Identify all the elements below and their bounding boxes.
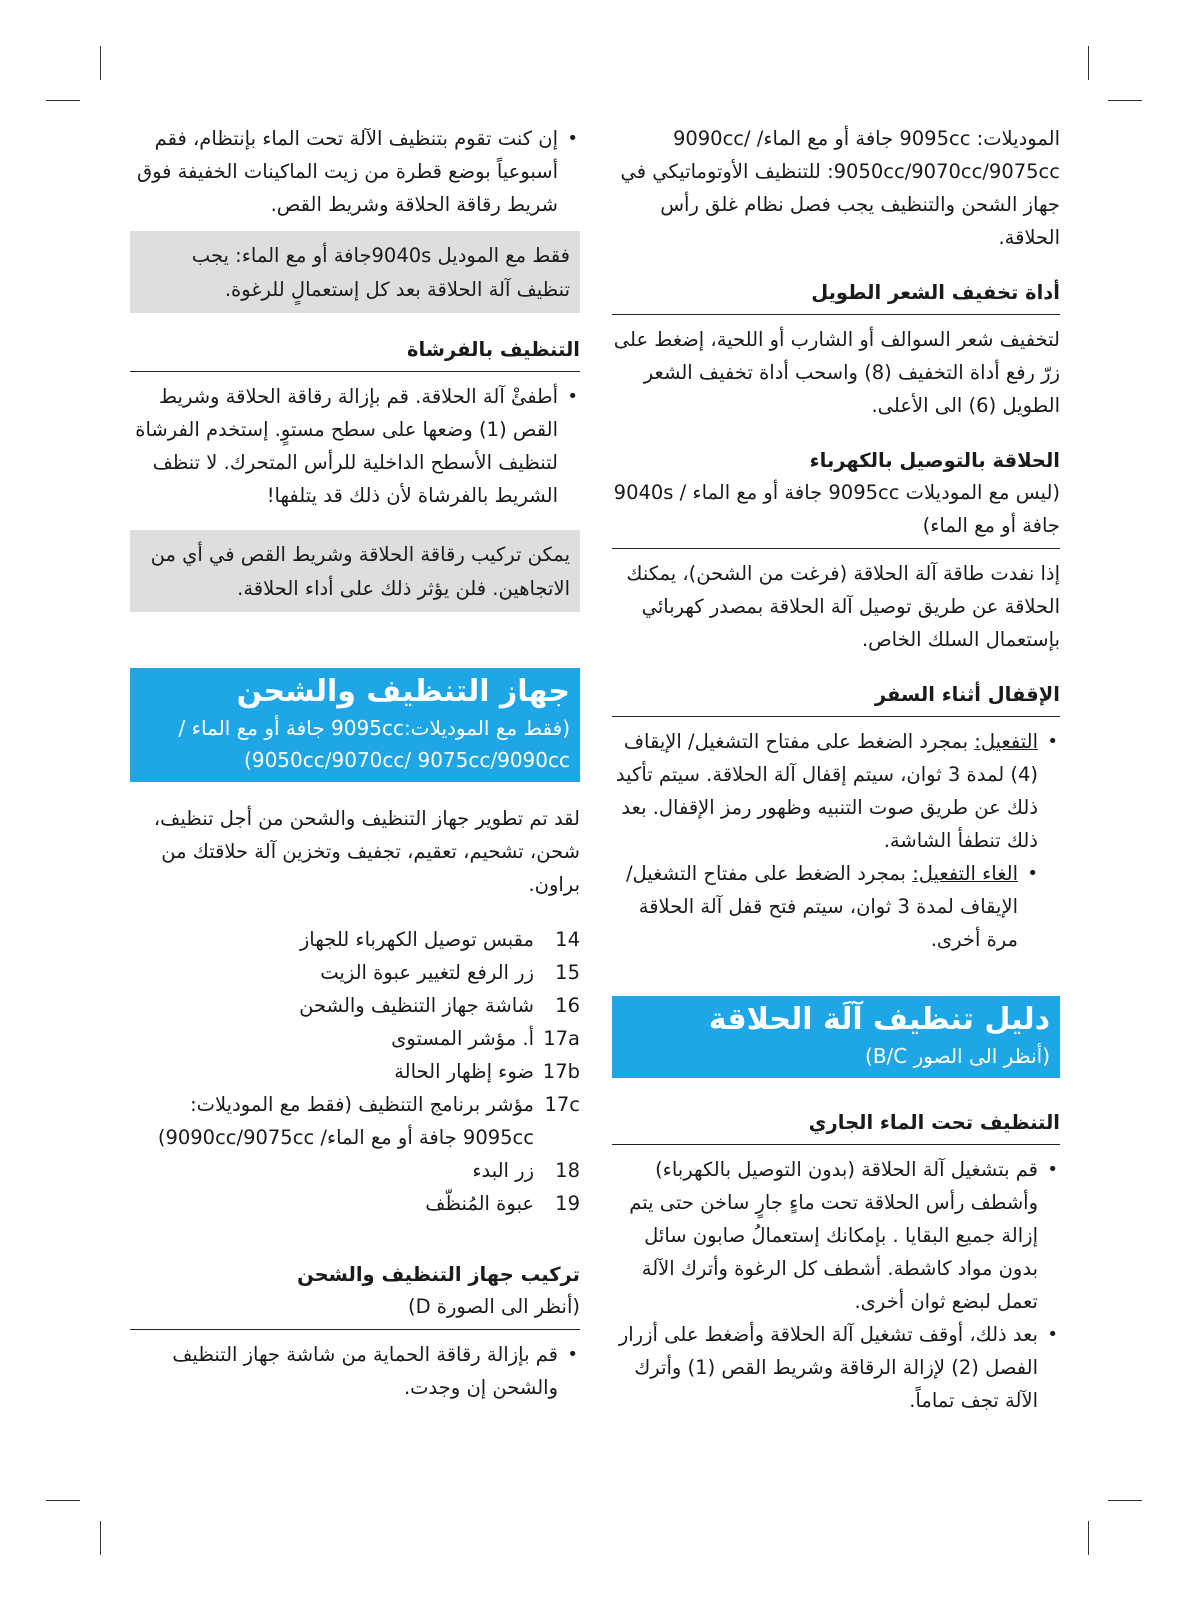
mains-section: [612, 446, 1060, 656]
divider: [612, 1144, 1060, 1145]
divider: [612, 716, 1060, 717]
crop-mark: [100, 1521, 101, 1555]
station-banner: [130, 668, 580, 782]
crop-mark: [100, 46, 101, 80]
activate-label: التفعيل:: [974, 730, 1038, 753]
running-water-title: التنظيف تحت الماء الجاري: [808, 1111, 1060, 1134]
crop-mark: [46, 100, 80, 101]
part-number: 17c: [544, 1093, 580, 1116]
models-note: الموديلات: 9095cc جافة أو مع الماء/ /9090cc 9050cc/9070cc/9075cc: للتنظيف الأوتوماتيكي في جهاز الشحن والتنظيف يجب فصل نظام غلق رأس الحلاقة.: [620, 127, 1060, 249]
running-water-section: [612, 1108, 1060, 1417]
part-number: 14: [555, 928, 580, 951]
mains-body: إذا نفدت طاقة آلة الحلاقة (فرغت من الشحن)، يمكنك الحلاقة عن طريق توصيل آلة الحلاقة بمصدر كهربائي بإستعمال السلك الخاص.: [626, 562, 1060, 651]
note-box: فقط مع الموديل 9040sجافة أو مع الماء: يجب تنظيف آلة الحلاقة بعد كل إستعمالٍ للرغوة.: [130, 231, 580, 313]
part-row: [130, 989, 580, 1022]
part-row: [130, 923, 580, 956]
part-row: [130, 1088, 580, 1154]
brush-title: التنظيف بالفرشاة: [406, 338, 580, 361]
part-number: 17a: [543, 1027, 580, 1050]
part-number: 18: [555, 1159, 580, 1182]
setup-subtitle: (أنظر الى الصورة D): [407, 1295, 580, 1318]
part-row: [130, 1022, 580, 1055]
setup-section: [130, 1260, 580, 1404]
part-label: عبوة المُنظّف: [425, 1192, 534, 1215]
part-row: [130, 1187, 580, 1220]
list-item: • بعد ذلك، أوقف تشغيل آلة الحلاقة وأضغط على أزرار الفصل (2) لإزالة الرقاقة وشريط القص (1) وأترك الآلة تجف تماماً.: [612, 1318, 1060, 1417]
mains-title: الحلاقة بالتوصيل بالكهرباء: [809, 449, 1060, 472]
list-item: [612, 857, 1060, 956]
list-item: • قم بإزالة رقاقة الحماية من شاشة جهاز التنظيف والشحن إن وجدت.: [130, 1338, 580, 1404]
crop-mark: [46, 1500, 80, 1501]
part-number: 15: [555, 961, 580, 984]
trimmer-section: [612, 278, 1060, 422]
list-item: [612, 725, 1060, 857]
part-label: مؤشر برنامج التنظيف (فقط مع الموديلات: 9095cc جافة أو مع الماء/ 9090cc/9075cc): [157, 1093, 534, 1149]
divider: [130, 371, 580, 372]
cleaning-guide-subtitle: (أنظر الى الصور B/C): [865, 1044, 1050, 1068]
crop-mark: [1108, 100, 1142, 101]
running-water-list: [612, 1153, 1060, 1417]
part-label: زر البدء: [472, 1159, 534, 1182]
setup-list: [130, 1338, 580, 1404]
part-number: 17b: [542, 1060, 580, 1083]
cleaning-guide-banner: [612, 996, 1060, 1078]
brush-section: [130, 335, 580, 512]
cleaning-guide-title: دليل تنظيف آلَة الحلاقة: [708, 1002, 1050, 1037]
deactivate-label: الغاء التفعيل:: [912, 862, 1018, 885]
note-box: يمكن تركيب رقاقة الحلاقة وشريط القص في أي من الاتجاهين. فلن يؤثر ذلك على أداء الحلاقة.: [130, 530, 580, 612]
part-row: [130, 956, 580, 989]
part-label: زر الرفع لتغيير عبوة الزيت: [320, 961, 534, 984]
divider: [612, 548, 1060, 549]
station-subtitle: (فقط مع الموديلات:9095cc جافة أو مع الماء / 9050cc/9070cc/ 9075cc/9090cc): [178, 716, 570, 772]
brush-list: [130, 380, 580, 512]
travel-lock-list: [612, 725, 1060, 956]
part-number: 19: [555, 1192, 580, 1215]
list-item: • أطفئْ آلة الحلاقة. قم بإزالة رقاقة الحلاقة وشريط القص (1) وضعها على سطح مستوٍ. إستخدم الفرشاة لتنظيف الأسطح الداخلية للرأس المتحرك. لا تنظف الشريط بالفرشاة لأن ذلك قد يتلفها!: [130, 380, 580, 512]
crop-mark: [1088, 46, 1089, 80]
left-column: [130, 122, 580, 1404]
part-label: شاشة جهاز التنظيف والشحن: [299, 994, 534, 1017]
trimmer-title: أداة تخفيف الشعر الطويل: [811, 281, 1060, 304]
mains-subtitle: (ليس مع الموديلات 9095cc جافة أو مع الماء / 9040s جافة أو مع الماء): [613, 481, 1060, 537]
deactivate-text: بمجرد الضغط على مفتاح التشغيل/ الإيقاف لمدة 3 ثوان، سيتم فتح قفل آلة الحلاقة مرة أخرى.: [625, 862, 1018, 951]
station-title: جهاز التنظيف والشحن: [236, 674, 570, 709]
activate-text: بمجرد الضغط على مفتاح التشغيل/ الإيقاف (4) لمدة 3 ثوان، سيتم إقفال آلة الحلاقة. سيتم تأكيد ذلك عن طريق صوت التنبيه وظهور رمز الإقفال. بعد ذلك تنطفأ الشاشة.: [615, 730, 1038, 852]
right-column: [612, 122, 1060, 1417]
travel-lock-section: [612, 680, 1060, 956]
divider: [130, 1329, 580, 1330]
crop-mark: [1108, 1500, 1142, 1501]
part-label: أ. مؤشر المستوى: [391, 1027, 534, 1050]
station-intro: لقد تم تطوير جهاز التنظيف والشحن من أجل تنظيف، شحن، تشحيم، تعقيم، تجفيف وتخزين آلة حلاقتك من براون.: [153, 807, 580, 896]
part-label: ضوء إظهار الحالة: [394, 1060, 534, 1083]
travel-lock-title: الإقفال أثناء السفر: [874, 683, 1060, 706]
parts-list: [130, 923, 580, 1220]
part-row: [130, 1154, 580, 1187]
part-row: [130, 1055, 580, 1088]
part-number: 16: [555, 994, 580, 1017]
setup-title: تركيب جهاز التنظيف والشحن: [297, 1263, 580, 1286]
crop-mark: [1088, 1521, 1089, 1555]
part-label: مقبس توصيل الكهرباء للجهاز: [299, 928, 534, 951]
divider: [612, 314, 1060, 315]
trimmer-body: لتخفيف شعر السوالف أو الشارب أو اللحية، إضغط على زرّ رفع أداة التخفيف (8) واسحب أداة تخفيف الشعر الطويل (6) الى الأعلى.: [613, 328, 1060, 417]
oil-list: [130, 122, 580, 221]
list-item: • قم بتشغيل آلة الحلاقة (بدون التوصيل بالكهرباء) وأشطف رأس الحلاقة تحت ماءٍ جارٍ ساخن حتى يتم إزالة جميع البقايا . بإمكانك إستعمالُ صابون سائل بدون مواد كاشطة. أشطف كل الرغوة وأترك الآلة تعمل لبضع ثوان أخرى.: [612, 1153, 1060, 1318]
list-item: • إن كنت تقوم بتنظيف الآلة تحت الماء بإنتظام، فقم أسبوعياً بوضع قطرة من زيت الماكينات الخفيفة فوق شريط رقاقة الحلاقة وشريط القص.: [130, 122, 580, 221]
